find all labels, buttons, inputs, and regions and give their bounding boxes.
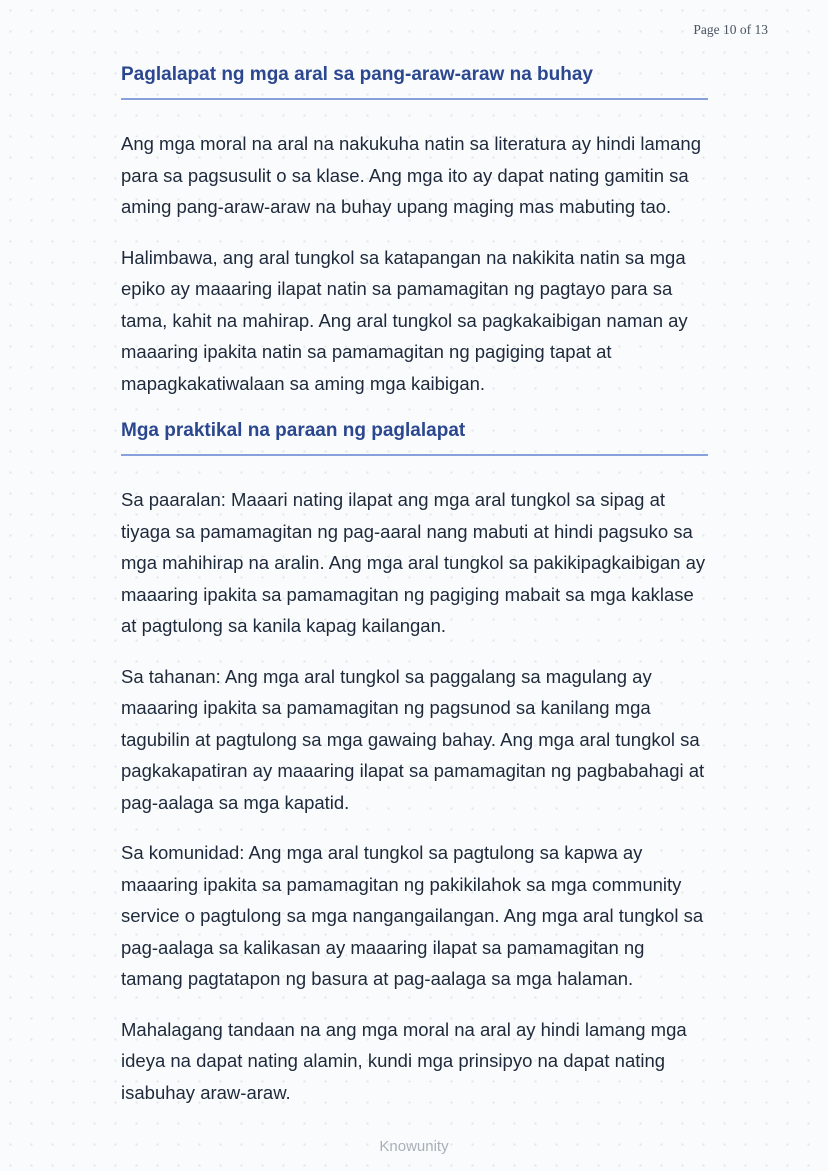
section-heading: Paglalapat ng mga aral sa pang-araw-araw na buhay [121, 64, 593, 85]
document-content [121, 0, 708, 1127]
footer-brand: Knowunity [379, 1138, 449, 1155]
page-indicator: Page 10 of 13 [693, 22, 768, 37]
body-paragraph: Sa tahanan: Ang mga aral tungkol sa paggalang sa magulang ay maaaring ipakita sa pamamagitan ng pagsunod sa kanilang mga tagubilin at pagtulong sa mga gawaing bahay. Ang mga aral tungkol sa pagkakapatiran ay maaaring ilapat sa pamamagitan ng pagbabahagi at pag-aalaga sa mga kapatid. [121, 665, 705, 813]
heading-divider [121, 454, 708, 456]
body-paragraph: Ang mga moral na aral na nakukuha natin sa literatura ay hindi lamang para sa pagsusulit o sa klase. Ang mga ito ay dapat nating gamitin sa aming pang-araw-araw na buhay upang maging mas mabuting tao. [121, 133, 702, 217]
heading-divider [121, 98, 708, 100]
section-paglalapat [121, 62, 708, 399]
body-paragraph: Halimbawa, ang aral tungkol sa katapangan na nakikita natin sa mga epiko ay maaaring ilapat natin sa pamamagitan ng pagtayo para sa tama, kahit na mahirap. Ang aral tungkol sa pagkakaibigan naman ay maaaring ipakita natin sa pamamagitan ng pagiging tapat at mapagkakatiwalaan sa aming mga kaibigan. [121, 246, 688, 394]
body-paragraph: Sa komunidad: Ang mga aral tungkol sa pagtulong sa kapwa ay maaaring ipakita sa pamamagitan ng pakikilahok sa mga community service o pagtulong sa mga nangangailangan. Ang mga aral tungkol sa pag-aalaga sa kalikasan ay maaaring ilapat sa pamamagitan ng tamang pagtatapon ng basura at pag-aalaga sa mga halaman. [121, 842, 704, 989]
section-heading: Mga praktikal na paraan ng paglalapat [121, 420, 466, 441]
body-paragraph: Mahalagang tandaan na ang mga moral na aral ay hindi lamang mga ideya na dapat nating alamin, kundi mga prinsipyo na dapat nating isabuhay araw-araw. [121, 1018, 687, 1103]
section-praktikal [121, 418, 708, 1108]
body-paragraph: Sa paaralan: Maaari nating ilapat ang mga aral tungkol sa sipag at tiyaga sa pamamagitan ng pag-aaral nang mabuti at hindi pagsuko sa mga mahihirap na aralin. Ang mga aral tungkol sa pakikipagkaibigan ay maaaring ipakita sa pamamagitan ng pagiging mabait sa mga kaklase at pagtulong sa kanila kapag kailangan. [121, 489, 706, 636]
